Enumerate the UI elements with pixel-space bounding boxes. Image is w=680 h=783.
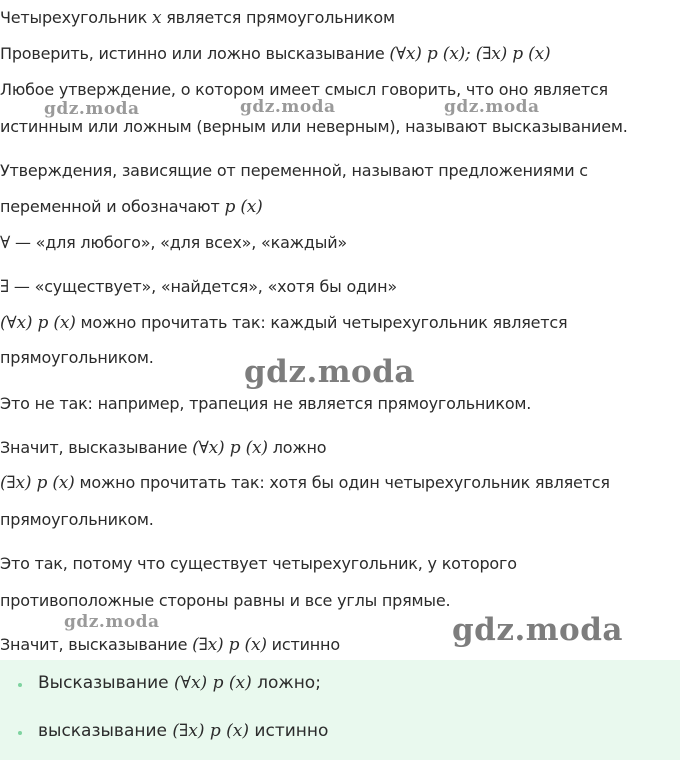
text-line-2: Проверить, истинно или ложно высказывание (∀x) p (x); (∃x) p (x)	[0, 44, 551, 64]
text-line-10: прямоугольником.	[0, 348, 154, 367]
text-line-9: (∀x) p (x) можно прочитать так: каждый четырехугольник является	[0, 313, 568, 333]
text-line-11: Это не так: например, трапеция не является прямоугольником.	[0, 394, 532, 413]
watermark: gdz.moda	[244, 354, 415, 390]
bullet-dot	[18, 731, 22, 735]
watermark: gdz.moda	[44, 99, 140, 119]
watermark: gdz.moda	[452, 612, 623, 648]
text-line-3: Любое утверждение, о котором имеет смысл говорить, что оно является	[0, 80, 608, 99]
bullet-dot	[18, 683, 22, 687]
text-line-4: истинным или ложным (верным или неверным), называют высказыванием.	[0, 117, 628, 136]
watermark: gdz.moda	[444, 97, 540, 117]
text-line-8: ∃ — «существует», «найдется», «хотя бы один»	[0, 277, 397, 297]
text-line-17: Значит, высказывание (∃x) p (x) истинно	[0, 635, 340, 655]
watermark: gdz.moda	[240, 97, 336, 117]
summary-box	[0, 660, 680, 760]
text-line-6: переменной и обозначают p (x)	[0, 197, 263, 217]
summary-item-2: высказывание (∃x) p (x) истинно	[38, 721, 329, 741]
text-line-1: Четырехугольник x является прямоугольником	[0, 8, 395, 28]
summary-item-1: Высказывание (∀x) p (x) ложно;	[38, 673, 321, 693]
text-line-7: ∀ — «для любого», «для всех», «каждый»	[0, 233, 347, 253]
text-line-15: Это так, потому что существует четырехугольник, у которого	[0, 554, 517, 573]
text-line-13: (∃x) p (x) можно прочитать так: хотя бы один четырехугольник является	[0, 473, 610, 493]
text-line-5: Утверждения, зависящие от переменной, называют предложениями с	[0, 161, 588, 180]
watermark: gdz.moda	[64, 612, 160, 632]
text-line-16: противоположные стороны равны и все углы прямые.	[0, 591, 451, 610]
text-line-12: Значит, высказывание (∀x) p (x) ложно	[0, 438, 327, 458]
text-line-14: прямоугольником.	[0, 510, 154, 529]
